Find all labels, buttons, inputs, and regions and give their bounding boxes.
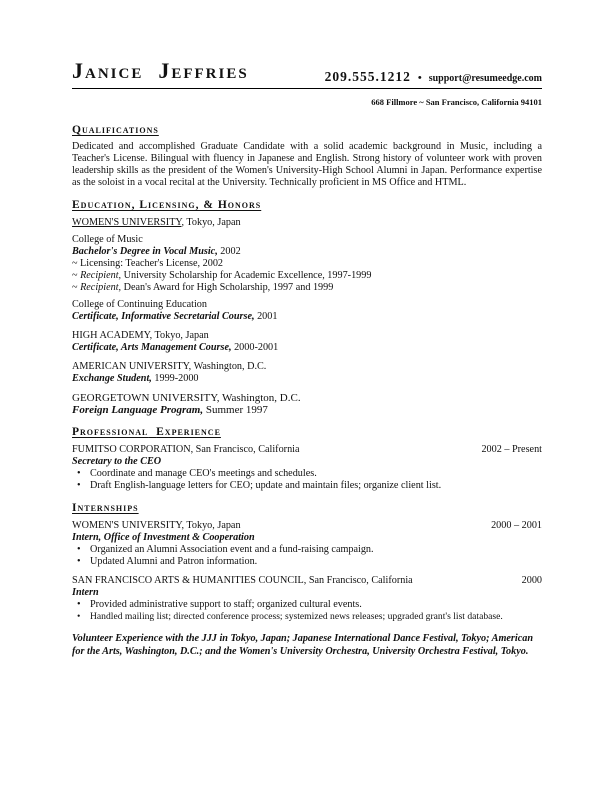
list-item: • Handled mailing list; directed conference process; systemized news releases; upgraded grant's list database.	[84, 611, 542, 623]
experience-section	[72, 426, 542, 492]
credential-line: Foreign Language Program, Summer 1997	[72, 404, 268, 416]
school-line: WOMEN'S UNIVERSITY, Tokyo, Japan	[72, 217, 241, 228]
internship-entry	[72, 575, 542, 623]
job-org: FUMITSO CORPORATION, San Francisco, California	[72, 444, 300, 455]
job-entry	[72, 444, 542, 492]
volunteer-statement: Volunteer Experience with the JJJ in Tokyo, Japan; Japanese International Dance Festival, Tokyo; American for the Arts, Washington, D.C.; and the Women's University Orchestra, University Orchestra Festival, Tokyo.	[72, 633, 534, 657]
header-rule	[72, 88, 542, 89]
college-name: College of Music	[72, 234, 143, 245]
womens-university-entry	[72, 217, 542, 323]
college-name: College of Continuing Education	[72, 299, 207, 310]
candidate-name: Janice Jeffries	[72, 58, 249, 83]
credential-line: Certificate, Arts Management Course, 2000-2001	[72, 342, 279, 353]
qualifications-title: Qualifications	[72, 124, 159, 136]
honor-line: ~ Recipient, Dean's Award for High Scholarship, 1997 and 1999	[72, 282, 334, 293]
experience-title: Professional Experience	[72, 426, 221, 438]
internship-dates: 2000	[521, 575, 542, 586]
qualifications-text: Dedicated and accomplished Graduate Candidate with a solid academic background in Music, including a Teacher's License. Bilingual with fluency in Japanese and English. Strong history of volunteer work with proven leadership skills as the president of the Women's University-High School Alumni in Japan. Performance expertise as the soloist in a vocal recital at the University. Technically proficient in MS Office and HTML.	[72, 141, 542, 188]
list-item: • Provided administrative support to staff; organized cultural events.	[84, 599, 542, 611]
internships-title: Internships	[72, 502, 139, 514]
internship-entry	[72, 520, 542, 568]
school-line: GEORGETOWN UNIVERSITY, Washington, D.C.	[72, 392, 301, 404]
list-item: • Organized an Alumni Association event and a fund-raising campaign.	[84, 544, 542, 556]
list-item: • Draft English-language letters for CEO; update and maintain files; organize client list.	[84, 480, 542, 492]
internship-org: WOMEN'S UNIVERSITY, Tokyo, Japan	[72, 520, 241, 531]
certificate-line: Certificate, Informative Secretarial Course, 2001	[72, 311, 278, 322]
education-title: Education, Licensing, & Honors	[72, 199, 262, 211]
internship-dates: 2000 – 2001	[491, 520, 542, 531]
education-section	[72, 199, 542, 416]
qualifications-section	[72, 124, 542, 189]
honor-line: ~ Recipient, University Scholarship for Academic Excellence, 1997-1999	[72, 270, 372, 281]
internship-role: Intern, Office of Investment & Cooperation	[72, 532, 255, 543]
credential-line: Exchange Student, 1999-2000	[72, 373, 199, 384]
list-item: • Coordinate and manage CEO's meetings and schedules.	[84, 468, 542, 480]
internship-header	[72, 520, 542, 532]
contact-separator: •	[417, 72, 422, 84]
phone-number: 209.555.1212	[324, 69, 411, 84]
georgetown-entry	[72, 392, 542, 416]
american-university-entry	[72, 361, 542, 385]
internship-org: SAN FRANCISCO ARTS & HUMANITIES COUNCIL, San Francisco, California	[72, 575, 413, 586]
job-header	[72, 444, 542, 456]
high-academy-entry	[72, 330, 542, 354]
internship-header	[72, 575, 542, 587]
license-line: ~ Licensing: Teacher's License, 2002	[72, 258, 224, 269]
job-role: Secretary to the CEO	[72, 456, 162, 467]
list-item: • Updated Alumni and Patron information.	[84, 556, 542, 568]
internships-section	[72, 502, 542, 623]
job-bullets	[72, 468, 542, 492]
street-address: 668 Fillmore ~ San Francisco, California 94101	[371, 97, 542, 107]
school-line: AMERICAN UNIVERSITY, Washington, D.C.	[72, 361, 267, 372]
school-line: HIGH ACADEMY, Tokyo, Japan	[72, 330, 209, 341]
resume-body	[72, 124, 542, 668]
email-address: support@resumeedge.com	[428, 73, 542, 84]
internship-role: Intern	[72, 587, 99, 598]
internship-bullets	[72, 599, 542, 623]
job-dates: 2002 – Present	[481, 444, 542, 455]
degree-line: Bachelor's Degree in Vocal Music, 2002	[72, 246, 241, 257]
contact-line	[325, 68, 542, 86]
internship-bullets	[72, 544, 542, 568]
